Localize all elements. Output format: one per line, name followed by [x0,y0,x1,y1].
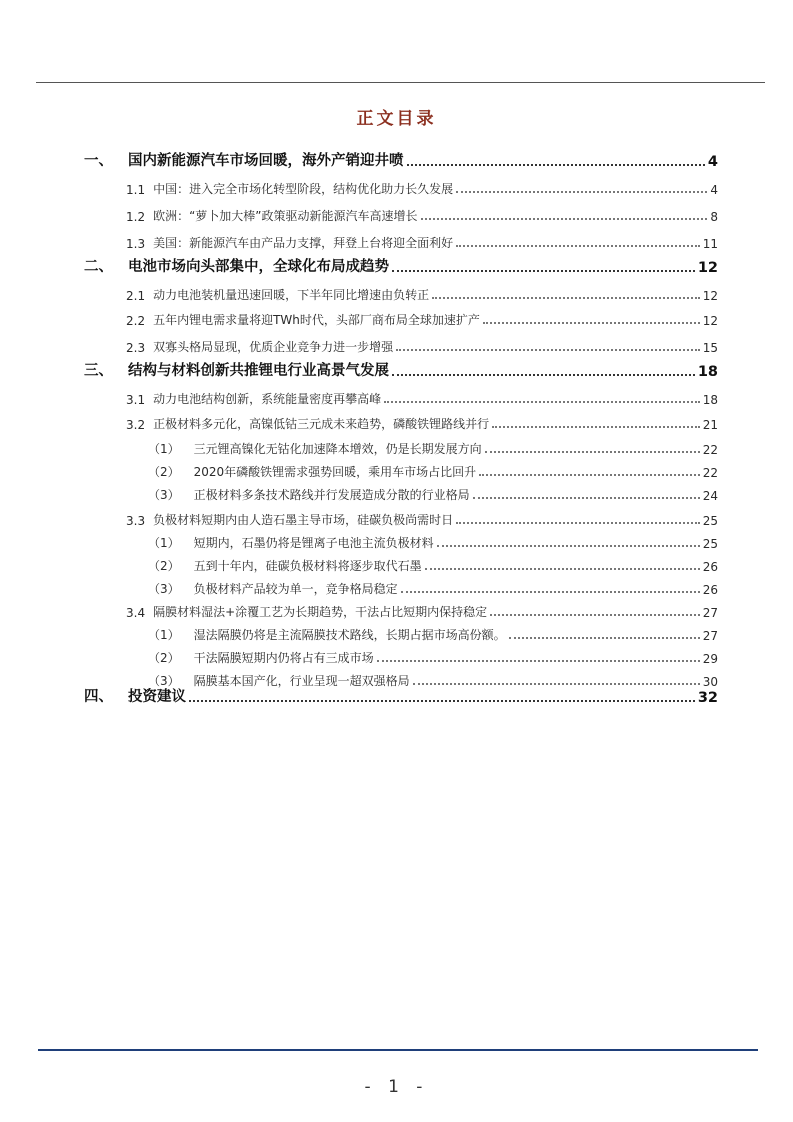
toc-entry-label: 2020年磷酸铁锂需求强势回暖，乘用车市场占比回升 [193,465,477,479]
toc-entry-page: 8 [710,210,718,224]
toc-entry-number: （1） [148,536,180,550]
toc-leader-dots [407,163,705,166]
toc-entry-page: 29 [702,652,718,666]
toc-entry[interactable] [84,435,718,457]
toc-entry-page: 27 [702,629,718,643]
toc-entry-label: 电池市场向头部集中，全球化布局成趋势 [128,259,389,275]
toc-entry-label: 正极材料多元化，高镍低钴三元成未来趋势，磷酸铁锂路线并行 [153,417,490,431]
toc-entry-label: 负极材料短期内由人造石墨主导市场，硅碳负极尚需时日 [153,513,454,527]
toc-entry-number: （2） [148,651,180,665]
toc-entry-label: 五年内锂电需求量将迎TWh时代，头部厂商布局全球加速扩产 [153,313,480,327]
toc-entry-label: 干法隔膜短期内仍将占有三成市场 [193,651,374,665]
toc-leader-dots [456,521,700,524]
toc-entry-label: 欧洲：“萝卜加大棒”政策驱动新能源汽车高速增长 [153,209,418,223]
toc-leader-dots [473,496,700,499]
toc-leader-dots [401,590,700,593]
toc-entry-number: 一、 [84,153,113,169]
toc-entry-label: 双寡头格局显现，优质企业竞争力进一步增强 [153,340,394,354]
toc-entry-number: 3.1 [126,393,146,407]
toc-entry[interactable] [84,410,718,432]
toc-entry-number: 3.2 [126,418,146,432]
toc-leader-dots [509,636,700,639]
toc-entry-label: 投资建议 [128,689,186,705]
toc-entry-page: 4 [710,183,718,197]
toc-entry-page: 32 [697,690,718,706]
toc-entry-page: 30 [702,675,718,689]
toc-leader-dots [483,321,700,324]
toc-entry[interactable] [84,281,718,303]
toc-entry-page: 12 [697,260,718,276]
toc-leader-dots [456,190,707,193]
toc-leader-dots [396,348,700,351]
toc-entry[interactable] [84,202,718,224]
toc-entry[interactable] [84,529,718,551]
toc-entry-page: 21 [702,418,718,432]
footer-rule [38,1049,758,1051]
toc-entry-page: 18 [702,393,718,407]
toc-entry-page: 22 [702,443,718,457]
toc-leader-dots [392,269,695,272]
toc-entry-number: 3.4 [126,606,146,620]
toc-entry-number: 二、 [84,259,113,275]
toc-leader-dots [437,544,700,547]
toc-entry-page: 12 [702,314,718,328]
toc-entry-number: 三、 [84,363,113,379]
toc-entry-label: 结构与材料创新共推锂电行业高景气发展 [128,363,389,379]
toc-entry[interactable] [84,254,718,276]
toc-entry-label: 动力电池结构创新，系统能量密度再攀高峰 [153,392,382,406]
toc-entry-label: 美国：新能源汽车由产品力支撑，拜登上台将迎全面利好 [153,236,454,250]
toc-leader-dots [392,373,695,376]
toc-entry-page: 11 [702,237,718,251]
toc-entry-page: 26 [702,583,718,597]
toc-entry[interactable] [84,175,718,197]
toc-entry-number: 2.2 [126,314,146,328]
toc-entry-label: 动力电池装机量迅速回暖，下半年同比增速由负转正 [153,288,430,302]
toc-leader-dots [492,425,700,428]
toc-entry-page: 24 [702,489,718,503]
toc-entry-number: （2） [148,559,180,573]
toc-entry-number: 四、 [84,689,113,705]
toc-entry[interactable] [84,644,718,666]
toc-entry[interactable] [84,385,718,407]
toc-entry-label: 负极材料产品较为单一，竞争格局稳定 [193,582,398,596]
toc-entry[interactable] [84,552,718,574]
toc-entry[interactable] [84,621,718,643]
toc-leader-dots [384,400,700,403]
toc-entry-page: 25 [702,537,718,551]
toc-entry-number: （3） [148,582,180,596]
header-rule [36,82,765,83]
toc-entry-number: 1.3 [126,237,146,251]
toc-entry[interactable] [84,575,718,597]
toc-leader-dots [421,217,708,220]
toc-entry-number: （1） [148,628,180,642]
toc-entry-number: 3.3 [126,514,146,528]
toc-entry-label: 正极材料多条技术路线并行发展造成分散的行业格局 [193,488,470,502]
toc-leader-dots [490,613,700,616]
toc-entry-label: 隔膜材料湿法+涂覆工艺为长期趋势，干法占比短期内保持稳定 [153,605,488,619]
toc-entry[interactable] [84,358,718,380]
toc-leader-dots [425,567,700,570]
toc-entry-page: 27 [702,606,718,620]
toc-entry-number: 2.3 [126,341,146,355]
toc-entry-label: 中国：进入完全市场化转型阶段，结构优化助力长久发展 [153,182,454,196]
toc-leader-dots [479,473,700,476]
toc-entry-label: 短期内，石墨仍将是锂离子电池主流负极材料 [193,536,434,550]
toc-entry[interactable] [84,684,718,706]
toc-entry[interactable] [84,458,718,480]
toc-entry-label: 湿法隔膜仍将是主流隔膜技术路线，长期占据市场高份额。 [193,628,506,642]
toc-leader-dots [432,296,700,299]
toc-entry[interactable] [84,148,718,170]
toc-entry[interactable] [84,598,718,620]
toc-leader-dots [456,244,700,247]
toc-entry[interactable] [84,481,718,503]
toc-entry-number: 1.2 [126,210,146,224]
toc-entry-number: 1.1 [126,183,146,197]
toc-entry-label: 三元锂高镍化无钴化加速降本增效，仍是长期发展方向 [193,442,482,456]
toc-entry-page: 18 [697,364,718,380]
toc-entry-number: 2.1 [126,289,146,303]
toc-entry[interactable] [84,506,718,528]
page-title: 正文目录 [356,109,437,129]
toc-entry-label: 国内新能源汽车市场回暖，海外产销迎井喷 [128,153,404,169]
page-number: - 1 - [364,1077,429,1097]
toc-leader-dots [485,450,700,453]
toc-entry[interactable] [84,229,718,251]
toc-entry[interactable] [84,306,718,328]
toc-entry-page: 26 [702,560,718,574]
toc-entry-number: （3） [148,488,180,502]
toc-entry-label: 隔膜基本国产化，行业呈现一超双强格局 [193,674,410,688]
toc-entry-label: 五到十年内，硅碳负极材料将逐步取代石墨 [193,559,422,573]
toc-entry-page: 22 [702,466,718,480]
toc-entry[interactable] [84,333,718,355]
toc-entry-number: （2） [148,465,180,479]
toc-entry-page: 4 [707,154,718,170]
toc-entry-page: 12 [702,289,718,303]
toc-leader-dots [189,699,695,702]
toc-entry-page: 15 [702,341,718,355]
toc-entry-number: （3） [148,674,180,688]
toc-entry-page: 25 [702,514,718,528]
toc-entry-number: （1） [148,442,180,456]
toc-leader-dots [377,659,700,662]
